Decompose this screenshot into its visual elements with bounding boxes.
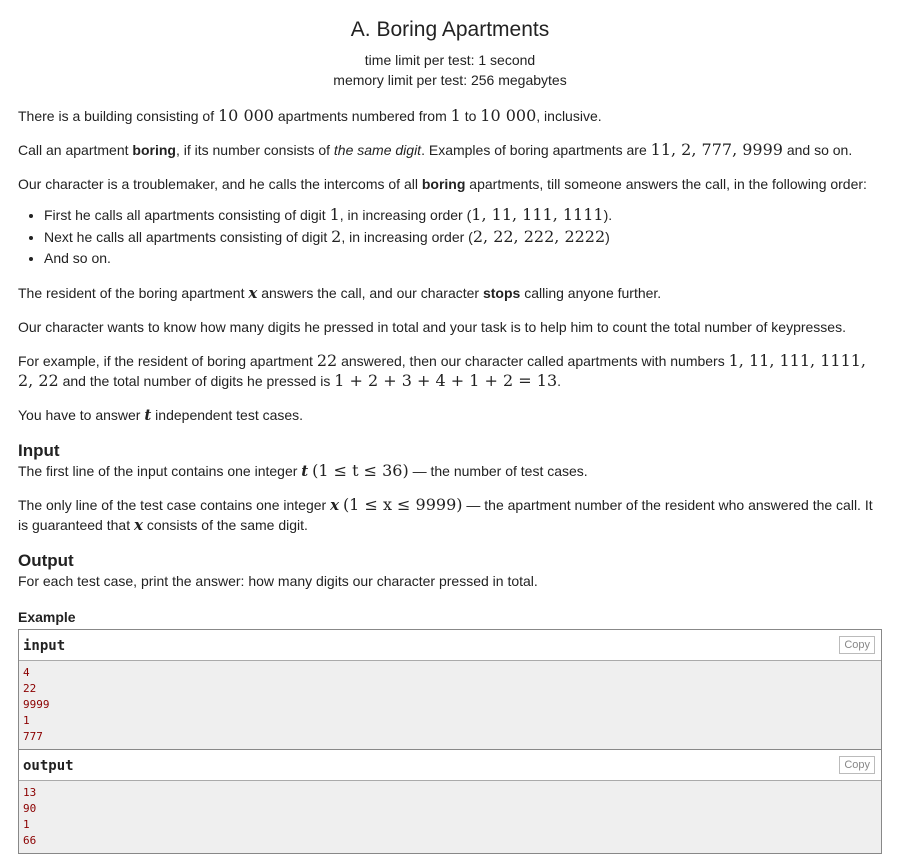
text: You have to answer [18,407,145,423]
text: apartments, till someone answers the call, in the following order: [465,176,867,192]
text: and so on. [782,142,853,158]
example-section [18,607,882,854]
text: — the apartment number of the resident who answered the call. It is guaranteed that [18,497,873,533]
list-item [44,226,882,248]
text: to [460,108,481,124]
spec-paragraph [18,495,882,535]
list-item [44,248,882,269]
problem-header [18,0,882,90]
input-specification [18,441,882,535]
spec-paragraph: For each test case, print the answer: how many digits our character pressed in total. [18,573,538,589]
text: calling anyone further. [520,285,662,301]
copy-output-button[interactable]: Copy [839,756,875,774]
memory-limit: memory limit per test: 256 megabytes [333,72,567,88]
statement-paragraph [18,405,882,425]
math: 1 [329,205,340,224]
statement-paragraph [18,140,882,160]
sample-input-box [18,629,882,750]
text: The only line of the test case contains one integer [18,497,331,513]
text: . Examples of boring apartments are [421,142,651,158]
statement-paragraph [18,283,882,303]
math: 11, 2, 777, 9999 [650,140,783,159]
text: consists of the same digit. [142,517,308,533]
list-item [44,204,882,226]
math-variable: t [301,462,309,480]
text: First he calls all apartments consisting of digit [44,207,330,223]
sample-output-box [18,749,882,854]
sample-input-content [19,661,881,749]
statement-paragraph: Our character wants to know how many digits he pressed in total and your task is to help him to count the total number of keypresses. [18,319,846,335]
output-specification [18,551,882,591]
sample-output-content [19,781,881,853]
text: answered, then our character called apartments with numbers [337,353,729,369]
text: And so on. [44,250,111,266]
math-variable: x [133,516,143,534]
problem-title: A. Boring Apartments [350,18,550,41]
sample-line: 66 [23,834,37,847]
sample-output-header [19,750,881,781]
math-variable: t [144,406,152,424]
math: 10 000 [480,106,537,125]
sample-output-label: output [23,758,74,774]
problem-statement [18,106,882,425]
bold-text: stops [482,285,521,301]
text: answers the call, and our character [257,285,483,301]
bold-text: boring [421,176,466,192]
text: , in increasing order ( [341,229,473,245]
text: There is a building consisting of [18,108,218,124]
sample-input-header [19,630,881,661]
text: Our character is a troublemaker, and he calls the intercoms of all [18,176,422,192]
sample-line: 4 [23,666,30,679]
math-variable: x [248,284,258,302]
sample-line: 1 [23,818,30,831]
text: , if its number consists of [175,142,334,158]
text: The resident of the boring apartment [18,285,249,301]
statement-paragraph [18,351,882,391]
statement-paragraph [18,106,882,126]
sample-line: 22 [23,682,37,695]
math: 1 [450,106,461,125]
math: 1 + 2 + 3 + 4 + 1 + 2 = 13 [334,371,558,390]
sample-line: 777 [23,730,43,743]
text: The first line of the input contains one integer [18,463,302,479]
example-title: Example [18,609,76,625]
math: 10 000 [218,106,274,125]
text: For example, if the resident of boring apartment [18,353,317,369]
math: 1, 11, 111, 1111 [471,205,604,224]
math: (1 ≤ x ≤ 9999) [342,495,463,514]
section-title: Input [18,441,60,460]
bold-text: boring [132,142,176,158]
text: ) [605,229,610,245]
text: apartments numbered from [273,108,451,124]
text: independent test cases. [151,407,304,423]
math: 2 [331,227,342,246]
text: , inclusive. [536,108,602,124]
text: , in increasing order ( [339,207,472,223]
math: 2, 22, 222, 2222 [472,227,606,246]
text: ). [603,207,613,223]
math: 22 [316,351,338,370]
math-variable: x [330,496,340,514]
spec-paragraph [18,461,882,481]
italic-text: the same digit [333,142,422,158]
math: 1, 11, 111, 1111, 2, 22 [18,351,867,390]
statement-paragraph [18,174,882,194]
text: and the total number of digits he pressed is [58,373,335,389]
time-limit: time limit per test: 1 second [364,52,536,68]
call-order-list [18,204,882,269]
math: (1 ≤ t ≤ 36) [312,461,409,480]
sample-line: 9999 [23,698,50,711]
text: Call an apartment [18,142,133,158]
text: . [557,373,562,389]
copy-input-button[interactable]: Copy [839,636,875,654]
text: Next he calls all apartments consisting of digit [44,229,332,245]
sample-line: 13 [23,786,37,799]
sample-line: 90 [23,802,37,815]
sample-line: 1 [23,714,30,727]
text: — the number of test cases. [408,463,588,479]
sample-input-label: input [23,638,66,654]
section-title: Output [18,551,74,570]
